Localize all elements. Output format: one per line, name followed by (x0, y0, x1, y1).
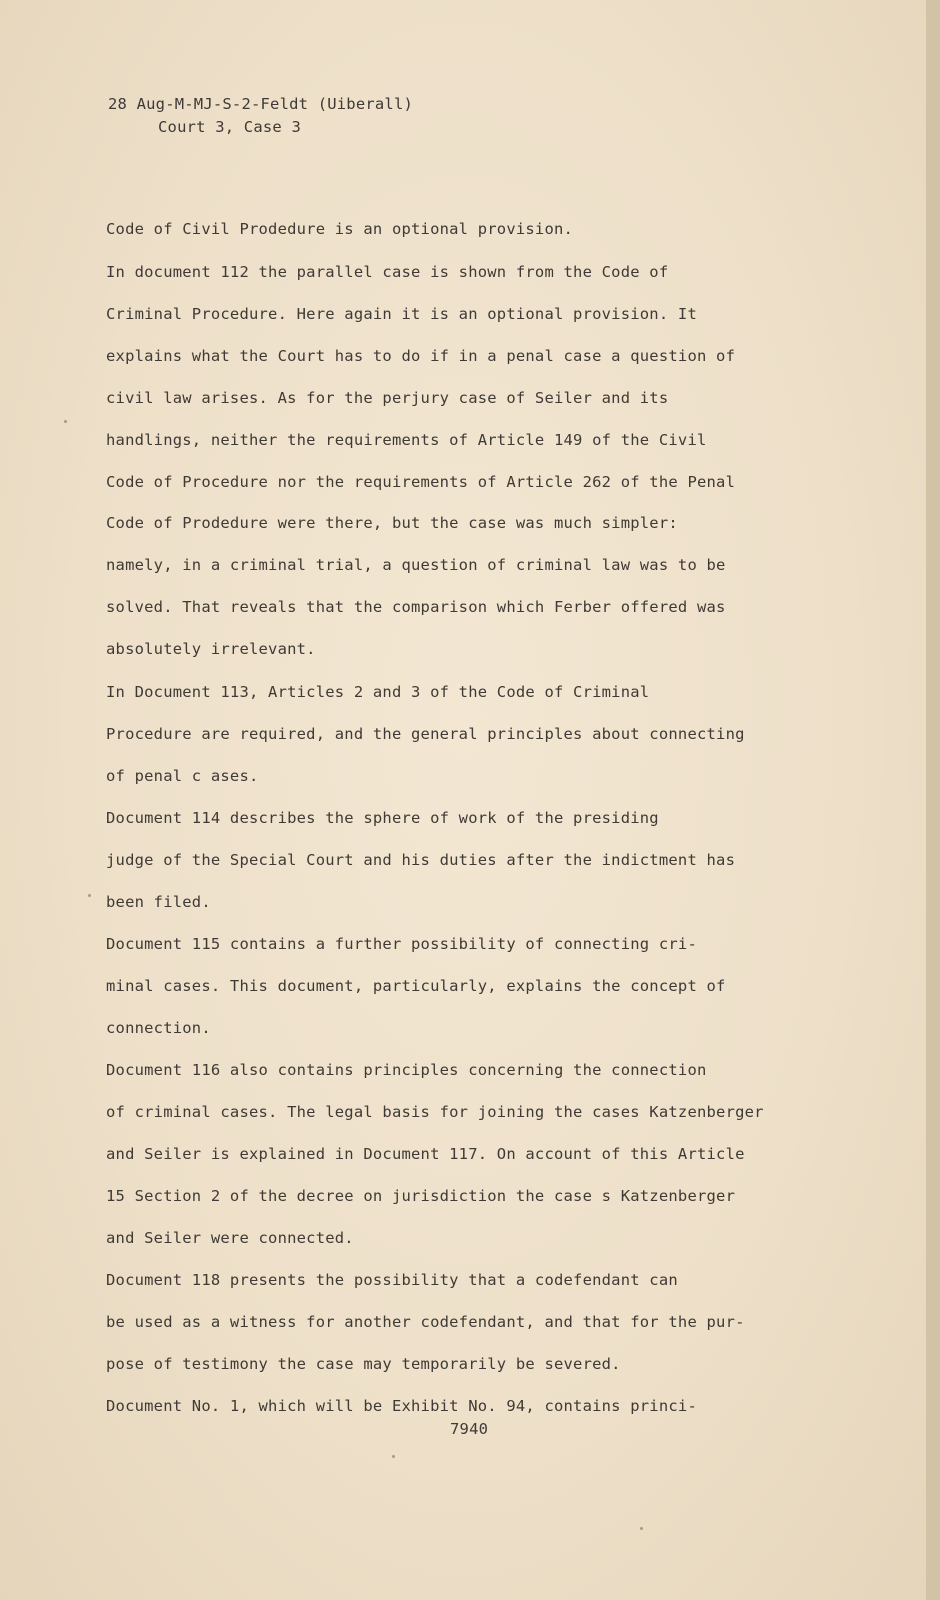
body-line: Code of Procedure nor the requirements of Article 262 of the Penal (106, 473, 736, 491)
body-line: Document 118 presents the possibility that a codefendant can (106, 1271, 678, 1289)
body-line: and Seiler were connected. (106, 1229, 354, 1247)
body-line: solved. That reveals that the comparison which Ferber offered was (106, 598, 726, 616)
body-line: of penal c ases. (106, 767, 259, 785)
page-number: 7940 (450, 1420, 489, 1438)
body-line: handlings, neither the requirements of Article 149 of the Civil (106, 431, 707, 449)
body-line: Document 114 describes the sphere of work of the presiding (106, 809, 659, 827)
body-line: Document 116 also contains principles concerning the connection (106, 1061, 707, 1079)
body-line: namely, in a criminal trial, a question of criminal law was to be (106, 556, 726, 574)
body-line: In document 112 the parallel case is shown from the Code of (106, 263, 669, 281)
body-line: be used as a witness for another codefendant, and that for the pur- (106, 1313, 745, 1331)
body-line: been filed. (106, 893, 211, 911)
body-line: Code of Civil Prodedure is an optional provision. (106, 220, 574, 238)
body-line: of criminal cases. The legal basis for joining the cases Katzenberger (106, 1103, 764, 1121)
body-line: pose of testimony the case may temporarily be severed. (106, 1355, 621, 1373)
body-line: and Seiler is explained in Document 117. On account of this Article (106, 1145, 745, 1163)
body-line: Code of Prodedure were there, but the case was much simpler: (106, 514, 678, 532)
body-line: Document No. 1, which will be Exhibit No. 94, contains princi- (106, 1397, 697, 1415)
body-line: civil law arises. As for the perjury case of Seiler and its (106, 389, 669, 407)
body-line: connection. (106, 1019, 211, 1037)
body-line: Document 115 contains a further possibility of connecting cri- (106, 935, 697, 953)
body-line: explains what the Court has to do if in a penal case a question of (106, 347, 736, 365)
body-line: Procedure are required, and the general principles about connecting (106, 725, 745, 743)
body-line: Criminal Procedure. Here again it is an optional provision. It (106, 305, 697, 323)
body-line: minal cases. This document, particularly, explains the concept of (106, 977, 726, 995)
paper-speck (64, 420, 67, 423)
header-line-1: 28 Aug-M-MJ-S-2-Feldt (Uiberall) (108, 95, 414, 113)
paper-speck (392, 1455, 395, 1458)
body-line: In Document 113, Articles 2 and 3 of the Code of Criminal (106, 683, 650, 701)
body-line: 15 Section 2 of the decree on jurisdiction the case s Katzenberger (106, 1187, 736, 1205)
paper-speck (640, 1527, 643, 1530)
body-line: judge of the Special Court and his duties after the indictment has (106, 851, 736, 869)
header-line-2: Court 3, Case 3 (158, 118, 301, 136)
paper-speck (88, 894, 91, 897)
body-line: absolutely irrelevant. (106, 640, 316, 658)
